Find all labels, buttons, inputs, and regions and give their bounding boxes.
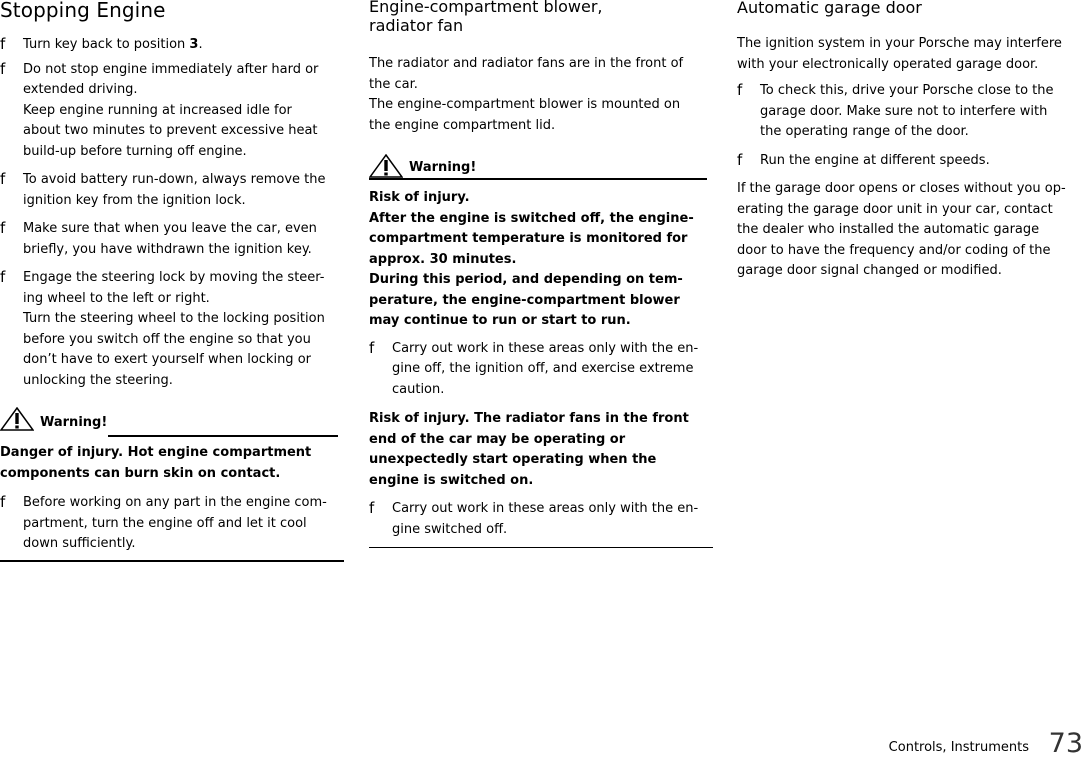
page-footer	[783, 728, 1083, 759]
warning-text-radiator: Risk of injury. The radiator fans in the front end of the car may be operating or unexpectedly start operating when the engine is switched on.	[369, 411, 689, 488]
list-item: f Engage the steering lock by moving the steer- ing wheel to the left or right. Turn the steering wheel to the locking position before you switch off the engine so that you don’t have to exert yourself when locking or unlocking the steering.	[0, 268, 325, 388]
warning-header	[369, 154, 715, 178]
section-name: Controls, Instruments	[888, 740, 1029, 755]
warning-label: Warning!	[40, 415, 108, 430]
intro-paragraph: The radiator and radiator fans are in the front of the car. The engine-compartment blower is mounted on the engine compartment lid.	[369, 56, 684, 133]
page-number: 73	[1048, 728, 1083, 759]
list-item: f Turn key back to position 3.	[0, 35, 203, 53]
list-item: f Carry out work in these areas only with the en- gine off, the ignition off, and exercise extreme caution.	[369, 338, 699, 397]
list-item: f Do not stop engine immediately after hard or extended driving. Keep engine running at increased idle for about two minutes to prevent excessive heat build-up before turning off engine.	[0, 59, 319, 159]
warning-label: Warning!	[409, 160, 477, 175]
list-item: f To avoid battery run-down, always remove the ignition key from the ignition lock.	[0, 170, 326, 208]
column-stopping-engine	[0, 0, 348, 562]
list-item: f Make sure that when you leave the car, even briefly, you have withdrawn the ignition key.	[0, 219, 317, 257]
warning-rule	[108, 435, 338, 437]
list-item: f To check this, drive your Porsche close to the garage door. Make sure not to interfere with the operating range of the door.	[737, 81, 1054, 139]
bullet-icon: f	[0, 493, 6, 511]
column-blower-fan	[369, 0, 715, 548]
bullet-icon: f	[369, 499, 375, 517]
section-end-rule	[369, 547, 713, 548]
warning-header	[0, 407, 348, 431]
warning-triangle-icon	[369, 154, 403, 178]
bullet-icon: f	[0, 35, 6, 53]
list-item: f Run the engine at different speeds.	[737, 150, 990, 169]
warning-text: Risk of injury. After the engine is switched off, the engine- compartment temperature is monitored for approx. 30 minutes. During this period, and depending on tem- perature, the engine-compartment blower may continue to run or start to run.	[369, 190, 694, 328]
bullet-icon: f	[737, 81, 743, 99]
section-title-stopping-engine: Stopping Engine	[0, 0, 166, 22]
section-title-blower-fan: Engine-compartment blower, radiator fan	[369, 0, 603, 35]
intro-paragraph: The ignition system in your Porsche may interfere with your electronically operated garage door.	[737, 36, 1062, 72]
warning-triangle-icon	[0, 407, 34, 431]
list-item: f Carry out work in these areas only with the en- gine switched off.	[369, 499, 699, 537]
section-end-rule	[0, 560, 344, 562]
bullet-icon: f	[0, 219, 6, 237]
bullet-icon: f	[369, 338, 375, 357]
bullet-icon: f	[0, 59, 6, 78]
warning-rule	[369, 178, 707, 180]
column-garage-door	[737, 0, 1081, 282]
danger-text: Danger of injury. Hot engine compartment components can burn skin on contact.	[0, 445, 312, 481]
bullet-icon: f	[0, 170, 6, 188]
bullet-icon: f	[737, 150, 743, 169]
note-paragraph: If the garage door opens or closes without you op- erating the garage door unit in your car, contact the dealer who installed the automatic garage door to have the frequency and/or coding of the garage door signal changed or modified.	[737, 181, 1066, 278]
list-item: f Before working on any part in the engine com- partment, turn the engine off and let it cool down sufficiently.	[0, 493, 327, 551]
position-number: 3	[189, 37, 199, 52]
section-title-garage-door: Automatic garage door	[737, 0, 922, 17]
bullet-icon: f	[0, 268, 6, 286]
